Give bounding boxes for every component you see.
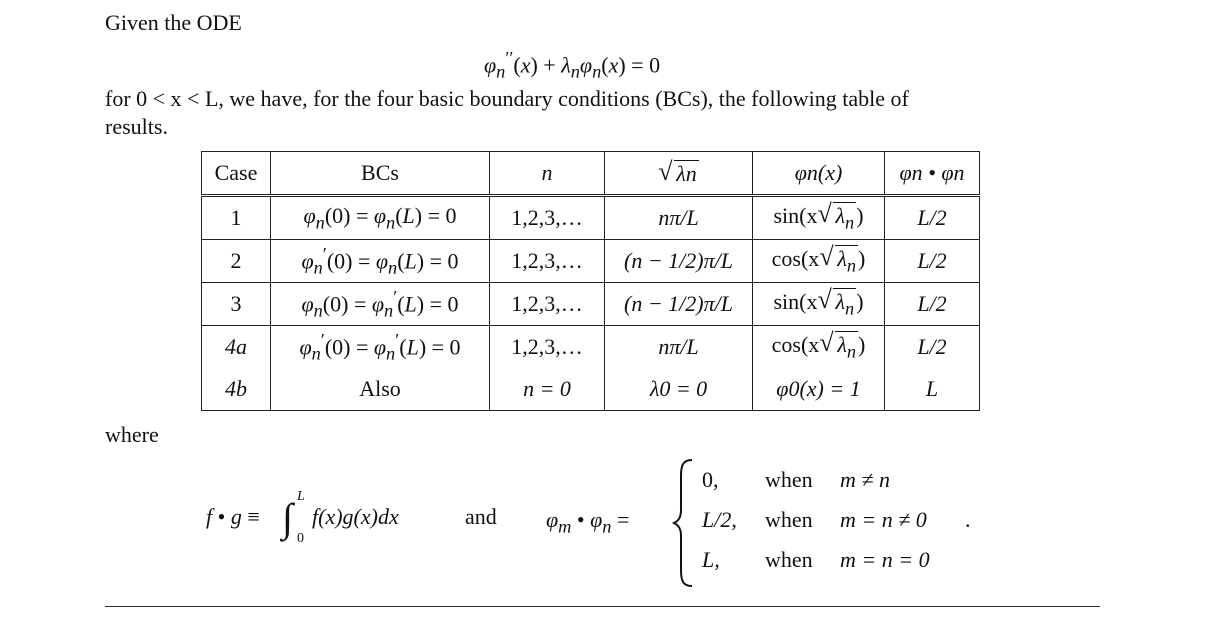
table-row (202, 368, 980, 411)
integral-lower-limit: 0 (297, 531, 304, 546)
table-header-row (202, 152, 980, 196)
case-when-1: when (765, 507, 813, 532)
cell-phi: cos(x √ $\lambda_n$) (753, 326, 885, 369)
orthogonality-lhs: $\varphi_m$ • $\varphi_n$ = (546, 507, 630, 537)
cell-case: 4b (202, 368, 271, 411)
case-value-2: L, (702, 547, 720, 572)
header-bcs: BCs (271, 152, 490, 196)
header-sqrt-lambda: √ λn (605, 152, 753, 196)
results-table (201, 151, 980, 411)
table-row (202, 326, 980, 369)
left-brace-icon (672, 458, 696, 588)
integrand: f(x)g(x)dx (312, 504, 399, 529)
dot-product-definition: f • g ≡ (206, 504, 260, 529)
cell-n: 1,2,3,… (490, 326, 605, 369)
cell-n: n = 0 (490, 368, 605, 411)
cell-case: 2 (202, 240, 271, 283)
case-condition-0: m ≠ n (840, 467, 890, 492)
integral-upper-limit: L (297, 489, 305, 504)
cell-sqrt-lambda: (n − 1/2)π/L (605, 283, 753, 326)
cell-case: 4a (202, 326, 271, 369)
cell-norm: L/2 (885, 196, 980, 240)
cell-sqrt-lambda: nπ/L (605, 326, 753, 369)
cell-norm: L/2 (885, 326, 980, 369)
case-condition-1: m = n ≠ 0 (840, 507, 927, 532)
cell-phi: φ0(x) = 1 (753, 368, 885, 411)
cell-sqrt-lambda: λ0 = 0 (605, 368, 753, 411)
table-row (202, 240, 980, 283)
case-value-1: L/2, (702, 507, 737, 532)
header-phi: φn(x) (753, 152, 885, 196)
and-text: and (465, 504, 497, 529)
cell-sqrt-lambda: (n − 1/2)π/L (605, 240, 753, 283)
horizontal-rule (105, 606, 1100, 607)
header-norm: φn • φn (885, 152, 980, 196)
cell-bcs: $\varphi_n(0) = \varphi_n'(L) = 0$ (271, 283, 490, 326)
cell-bcs: $\varphi_n'(0) = \varphi_n(L) = 0$ (271, 240, 490, 283)
paragraph-line-1: for 0 < x < L, we have, for the four basic boundary conditions (BCs), the following table of (105, 86, 909, 111)
cell-phi: cos(x √ $\lambda_n$) (753, 240, 885, 283)
ode-equation: $\varphi_n''(x) + \lambda_n\varphi_n(x) = 0$ (484, 48, 661, 82)
paragraph-line-2: results. (105, 114, 168, 139)
ending-period: . (965, 507, 971, 532)
intro-text: Given the ODE (105, 10, 242, 35)
where-text: where (105, 422, 159, 447)
table-row (202, 283, 980, 326)
cell-bcs: $\varphi_n(0) = \varphi_n(L) = 0$ (271, 196, 490, 240)
cell-phi: sin(x √ $\lambda_n$) (753, 196, 885, 240)
header-case: Case (202, 152, 271, 196)
cell-bcs: Also (271, 368, 490, 411)
cell-bcs: $\varphi_n'(0) = \varphi_n'(L) = 0$ (271, 326, 490, 369)
case-when-0: when (765, 467, 813, 492)
cell-norm: L/2 (885, 240, 980, 283)
case-condition-2: m = n = 0 (840, 547, 930, 572)
cell-n: 1,2,3,… (490, 240, 605, 283)
table-row (202, 196, 980, 240)
cell-sqrt-lambda: nπ/L (605, 196, 753, 240)
integral-sign: ∫ (282, 495, 293, 540)
cell-n: 1,2,3,… (490, 196, 605, 240)
case-value-0: 0, (702, 467, 719, 492)
cell-phi: sin(x √ $\lambda_n$) (753, 283, 885, 326)
cell-n: 1,2,3,… (490, 283, 605, 326)
header-n: n (490, 152, 605, 196)
cell-case: 1 (202, 196, 271, 240)
cell-norm: L/2 (885, 283, 980, 326)
cell-case: 3 (202, 283, 271, 326)
cell-norm: L (885, 368, 980, 411)
case-when-2: when (765, 547, 813, 572)
